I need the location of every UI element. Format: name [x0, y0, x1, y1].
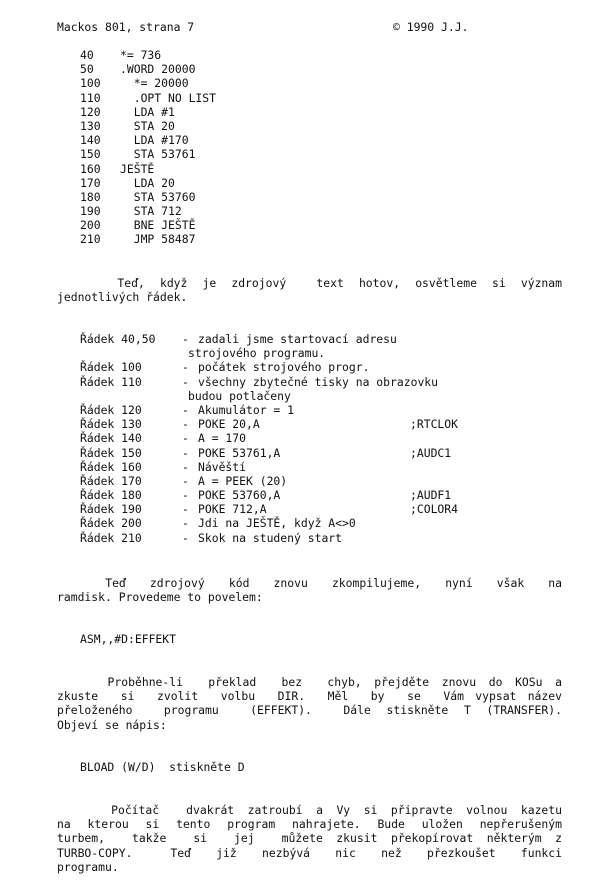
row-description: Skok na studený start — [198, 530, 343, 545]
paragraph-line: jednotlivých řádek. — [57, 290, 188, 305]
code-line-number: 50 — [80, 62, 94, 77]
row-description: POKE 53761,A — [198, 445, 281, 460]
row-register-comment: ;COLOR4 — [410, 502, 459, 517]
code-line-text: *= 736 — [120, 48, 162, 62]
code-line-text: JEŠTĚ — [120, 161, 155, 176]
code-line-number: 200 — [80, 218, 101, 233]
row-dash: - — [182, 445, 189, 460]
paragraph-line: programu. — [57, 859, 119, 874]
code-line-text: BNE JEŠTĚ — [120, 218, 196, 233]
paragraph-line: zkuste si zvolit volbu DIR. Měl by se Vám vypsat název — [57, 689, 562, 704]
row-register-comment: ;AUDC1 — [410, 445, 452, 460]
row-description: A = 170 — [198, 431, 247, 446]
row-label: Řádek 120 — [80, 402, 142, 417]
row-description: všechny zbytečné tisky na obrazovku — [198, 374, 439, 389]
code-line-number: 160 — [80, 161, 101, 176]
paragraph-line: na kterou si tento program nahrajete. Bude uložen nepřerušeným — [57, 817, 562, 832]
row-dash: - — [182, 516, 189, 531]
row-label: Řádek 40,50 — [80, 332, 156, 346]
paragraph-line: Počítač dvakrát zatroubí a Vy si připravte volnou kazetu — [57, 803, 562, 817]
code-line-text: .OPT NO LIST — [120, 90, 217, 105]
code-line-number: 140 — [80, 133, 101, 148]
row-dash: - — [182, 459, 189, 474]
row-label: Řádek 150 — [80, 445, 142, 460]
row-register-comment: ;AUDF1 — [410, 488, 452, 503]
row-description: POKE 20,A — [198, 417, 260, 432]
code-line-number: 210 — [80, 232, 101, 247]
paragraph-line: Teď, když je zdrojový text hotov, osvětleme si význam — [57, 276, 562, 290]
code-line — [80, 105, 216, 119]
row-label: Řádek 190 — [80, 502, 142, 517]
code-line — [80, 232, 216, 246]
code-listing — [80, 48, 216, 247]
code-line-text: STA 712 — [120, 204, 182, 219]
code-line — [80, 76, 216, 90]
code-line-text: LDA 20 — [120, 175, 175, 190]
row-label: Řádek 130 — [80, 417, 142, 432]
code-line — [80, 48, 216, 62]
row-label: Řádek 210 — [80, 530, 142, 545]
row-dash: - — [182, 360, 189, 375]
paragraph-line: turbem, takže si jej můžete zkusit překopírovat některým z — [57, 831, 562, 846]
page-header-copyright: © 1990 J.J. — [393, 20, 469, 34]
row-description: budou potlačeny — [188, 388, 291, 403]
code-line — [80, 91, 216, 105]
row-description: Akumulátor = 1 — [198, 402, 295, 417]
code-line-number: 190 — [80, 204, 101, 219]
row-label: Řádek 160 — [80, 459, 142, 474]
code-line-number: 110 — [80, 90, 101, 105]
code-line-text: LDA #1 — [120, 104, 175, 119]
paragraph-line: TURBO-COPY. Teď již nezbývá nic než přezkoušet funkci — [57, 845, 562, 860]
row-dash: - — [182, 402, 189, 417]
row-label: Řádek 110 — [80, 374, 142, 389]
row-description: Návěští — [198, 459, 247, 474]
paragraph-line: Objeví se nápis: — [57, 717, 167, 732]
code-line — [80, 62, 216, 76]
code-line-number: 40 — [80, 48, 94, 62]
code-line — [80, 204, 216, 218]
row-dash: - — [182, 530, 189, 545]
row-dash: - — [182, 374, 189, 389]
paragraph-transfer — [57, 675, 562, 732]
paragraph-line: přeloženého programu (EFFEKT). Dále stiskněte T (TRANSFER). — [57, 703, 562, 718]
row-register-comment: ;RTCLOK — [410, 417, 459, 432]
row-dash: - — [182, 502, 189, 517]
code-line-text: STA 53760 — [120, 189, 196, 204]
code-line-text: LDA #170 — [120, 133, 189, 148]
code-line-text: *= 20000 — [120, 76, 189, 91]
code-line — [80, 162, 216, 176]
code-line — [80, 218, 216, 232]
row-label: Řádek 170 — [80, 473, 142, 488]
command-asm: ASM,,#D:EFFEKT — [80, 632, 177, 646]
code-line-text: .WORD 20000 — [120, 62, 196, 77]
row-description: POKE 53760,A — [198, 488, 281, 503]
row-description: zadali jsme startovací adresu — [198, 332, 397, 346]
paragraph-line: Teď zdrojový kód znovu zkompilujeme, nyní však na — [57, 576, 562, 590]
code-line-number: 120 — [80, 104, 101, 119]
code-line-text: JMP 58487 — [120, 232, 196, 247]
code-line-number: 130 — [80, 118, 101, 133]
row-label: Řádek 180 — [80, 488, 142, 503]
row-description: POKE 712,A — [198, 502, 267, 517]
row-dash: - — [182, 431, 189, 446]
code-line — [80, 147, 216, 161]
row-description: A = PEEK (20) — [198, 473, 288, 488]
row-label: Řádek 140 — [80, 431, 142, 446]
row-description: počátek strojového progr. — [198, 360, 370, 375]
row-dash: - — [182, 332, 189, 346]
paragraph-compile — [57, 576, 562, 604]
code-line-number: 170 — [80, 175, 101, 190]
paragraph-intro — [57, 276, 562, 304]
code-line — [80, 176, 216, 190]
code-line-number: 150 — [80, 147, 101, 162]
command-bload: BLOAD (W/D) stiskněte D — [80, 760, 245, 774]
code-line — [80, 190, 216, 204]
code-line — [80, 133, 216, 147]
paragraph-line: Proběhne-li překlad bez chyb, přejděte znovu do KOSu a — [57, 675, 562, 689]
paragraph-line: ramdisk. Provedeme to povelem: — [57, 590, 263, 605]
row-label: Řádek 100 — [80, 360, 142, 375]
paragraph-final — [57, 803, 562, 874]
code-line-text: STA 20 — [120, 118, 175, 133]
row-label: Řádek 200 — [80, 516, 142, 531]
row-dash: - — [182, 473, 189, 488]
code-line-number: 100 — [80, 76, 101, 91]
code-line-text: STA 53761 — [120, 147, 196, 162]
code-line — [80, 119, 216, 133]
code-line-number: 180 — [80, 189, 101, 204]
row-dash: - — [182, 488, 189, 503]
row-description: strojového programu. — [188, 346, 326, 361]
page-header-title: Mackos 801, strana 7 — [57, 20, 195, 34]
row-description: Jdi na JEŠTĚ, když A<>0 — [198, 516, 356, 531]
row-dash: - — [182, 417, 189, 432]
